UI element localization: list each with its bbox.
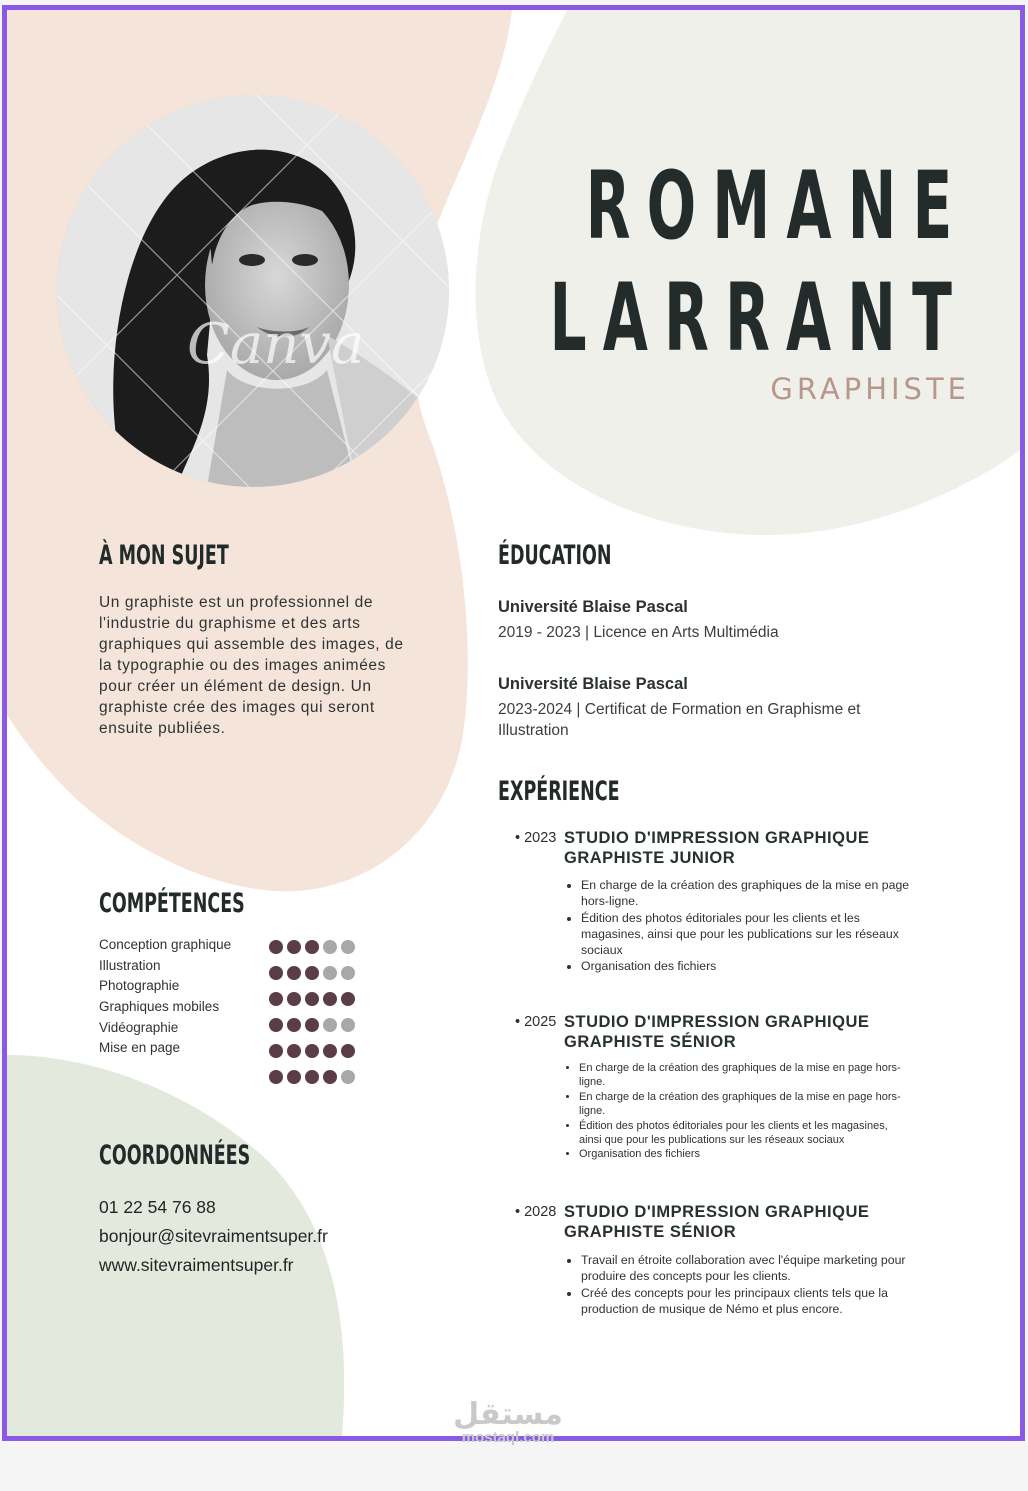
experience-bullets <box>569 1252 911 1317</box>
portrait-illustration <box>57 95 449 487</box>
about-heading: À MON SUJET <box>99 540 229 571</box>
skill-item: Mise en page <box>99 1040 181 1056</box>
experience-company: STUDIO D'IMPRESSION GRAPHIQUE <box>564 1013 870 1031</box>
experience-bullet: • En charge de la création des graphiques de la mise en page hors-ligne. <box>579 1061 909 1090</box>
rating-dot-filled <box>305 966 319 980</box>
contact-heading: COORDONNÉES <box>99 1140 251 1171</box>
rating-dot-filled <box>305 1044 319 1058</box>
last-name: LARRANT <box>549 264 968 373</box>
skill-rating-row <box>269 1018 355 1044</box>
mostaql-watermark-arabic: مستقل <box>453 1397 563 1432</box>
contact-email[interactable]: bonjour@sitevraimentsuper.fr <box>99 1226 328 1246</box>
skills-list <box>99 937 231 1061</box>
contact-website[interactable]: www.sitevraimentsuper.fr <box>99 1255 294 1275</box>
rating-dot-filled <box>305 1070 319 1084</box>
skill-rating-row <box>269 992 355 1018</box>
experience-company: STUDIO D'IMPRESSION GRAPHIQUE <box>564 1203 870 1221</box>
education-detail: 2023-2024 | Certificat de Formation en Graphisme et Illustration <box>498 701 861 739</box>
experience-heading: EXPÉRIENCE <box>498 776 620 807</box>
rating-dot-filled <box>287 940 301 954</box>
rating-dot-filled <box>287 1044 301 1058</box>
skill-rating-dots <box>269 940 355 1096</box>
experience-bullet: • Créé des concepts pour les principaux clients tels que la production de musique de Némo et plus encore. <box>581 1285 911 1318</box>
education-heading: ÉDUCATION <box>498 540 612 571</box>
rating-dot-filled <box>269 992 283 1006</box>
experience-bullet: • Travail en étroite collaboration avec l'équipe marketing pour produire des concepts pour les clients. <box>581 1252 911 1285</box>
experience-bullets <box>569 877 911 975</box>
experience-company: STUDIO D'IMPRESSION GRAPHIQUE <box>564 829 870 847</box>
rating-dot-empty <box>341 940 355 954</box>
first-name: ROMANE <box>585 152 968 261</box>
education-school: Université Blaise Pascal <box>498 598 688 616</box>
about-text: Un graphiste est un professionnel de l'industrie du graphisme et des arts graphiques qui assemble des images, de la typographie ou des images animées pour créer un élément de design. Un graphiste crée des images qui seront ensuite publiées. <box>99 594 404 737</box>
experience-year: • 2028 <box>515 1204 557 1220</box>
experience-year: • 2025 <box>515 1014 557 1030</box>
rating-dot-filled <box>305 1018 319 1032</box>
rating-dot-filled <box>305 992 319 1006</box>
skill-rating-row <box>269 1044 355 1070</box>
rating-dot-filled <box>287 1018 301 1032</box>
job-title: GRAPHISTE <box>770 372 970 406</box>
rating-dot-filled <box>305 940 319 954</box>
rating-dot-filled <box>323 1044 337 1058</box>
profile-photo <box>57 95 449 487</box>
skill-rating-row <box>269 966 355 992</box>
rating-dot-empty <box>341 966 355 980</box>
rating-dot-empty <box>341 1070 355 1084</box>
mostaql-watermark-latin: mostaql.com <box>461 1429 555 1446</box>
skill-item: Photographie <box>99 978 180 994</box>
experience-bullet: • Édition des photos éditoriales pour les clients et les magasines, ainsi que pour les publications sur les réseaux sociaux <box>579 1119 909 1148</box>
skill-item: Vidéographie <box>99 1019 179 1035</box>
experience-role: GRAPHISTE JUNIOR <box>564 849 736 867</box>
rating-dot-filled <box>269 966 283 980</box>
rating-dot-filled <box>269 1070 283 1084</box>
experience-bullet: • En charge de la création des graphiques de la mise en page hors-ligne. <box>581 877 911 910</box>
experience-title <box>564 828 869 868</box>
experience-role: GRAPHISTE SÉNIOR <box>564 1223 737 1241</box>
skill-item: Illustration <box>99 957 161 973</box>
rating-dot-filled <box>269 940 283 954</box>
rating-dot-filled <box>341 1044 355 1058</box>
resume-page <box>2 5 1025 1441</box>
mostaql-watermark <box>448 1397 568 1446</box>
experience-bullet: • Édition des photos éditoriales pour les clients et les magasines, ainsi que pour les publications sur les réseaux sociaux <box>581 910 911 959</box>
experience-year: • 2023 <box>515 830 557 846</box>
experience-bullet: • Organisation des fichiers <box>579 1147 909 1161</box>
experience-bullet: • En charge de la création des graphiques de la mise en page hors-ligne. <box>579 1090 909 1119</box>
contact-phone: 01 22 54 76 88 <box>99 1197 216 1217</box>
experience-title <box>564 1202 869 1242</box>
rating-dot-filled <box>287 1070 301 1084</box>
rating-dot-empty <box>323 1018 337 1032</box>
rating-dot-empty <box>323 940 337 954</box>
rating-dot-empty <box>341 1018 355 1032</box>
education-detail: 2019 - 2023 | Licence en Arts Multimédia <box>498 624 779 641</box>
rating-dot-filled <box>287 966 301 980</box>
experience-bullets <box>567 1061 909 1162</box>
experience-title <box>564 1012 869 1052</box>
experience-bullet: • Organisation des fichiers <box>581 958 911 974</box>
rating-dot-filled <box>269 1018 283 1032</box>
skill-rating-row <box>269 1070 355 1096</box>
skill-item: Conception graphique <box>99 937 232 952</box>
rating-dot-filled <box>287 992 301 1006</box>
experience-role: GRAPHISTE SÉNIOR <box>564 1033 737 1051</box>
rating-dot-filled <box>341 992 355 1006</box>
rating-dot-filled <box>323 1070 337 1084</box>
education-school: Université Blaise Pascal <box>498 675 688 693</box>
rating-dot-filled <box>323 992 337 1006</box>
rating-dot-empty <box>323 966 337 980</box>
skill-item: Graphiques mobiles <box>99 999 220 1015</box>
skill-rating-row <box>269 940 355 966</box>
canva-watermark: Canva <box>187 312 365 377</box>
rating-dot-filled <box>269 1044 283 1058</box>
skills-heading: COMPÉTENCES <box>99 888 245 919</box>
